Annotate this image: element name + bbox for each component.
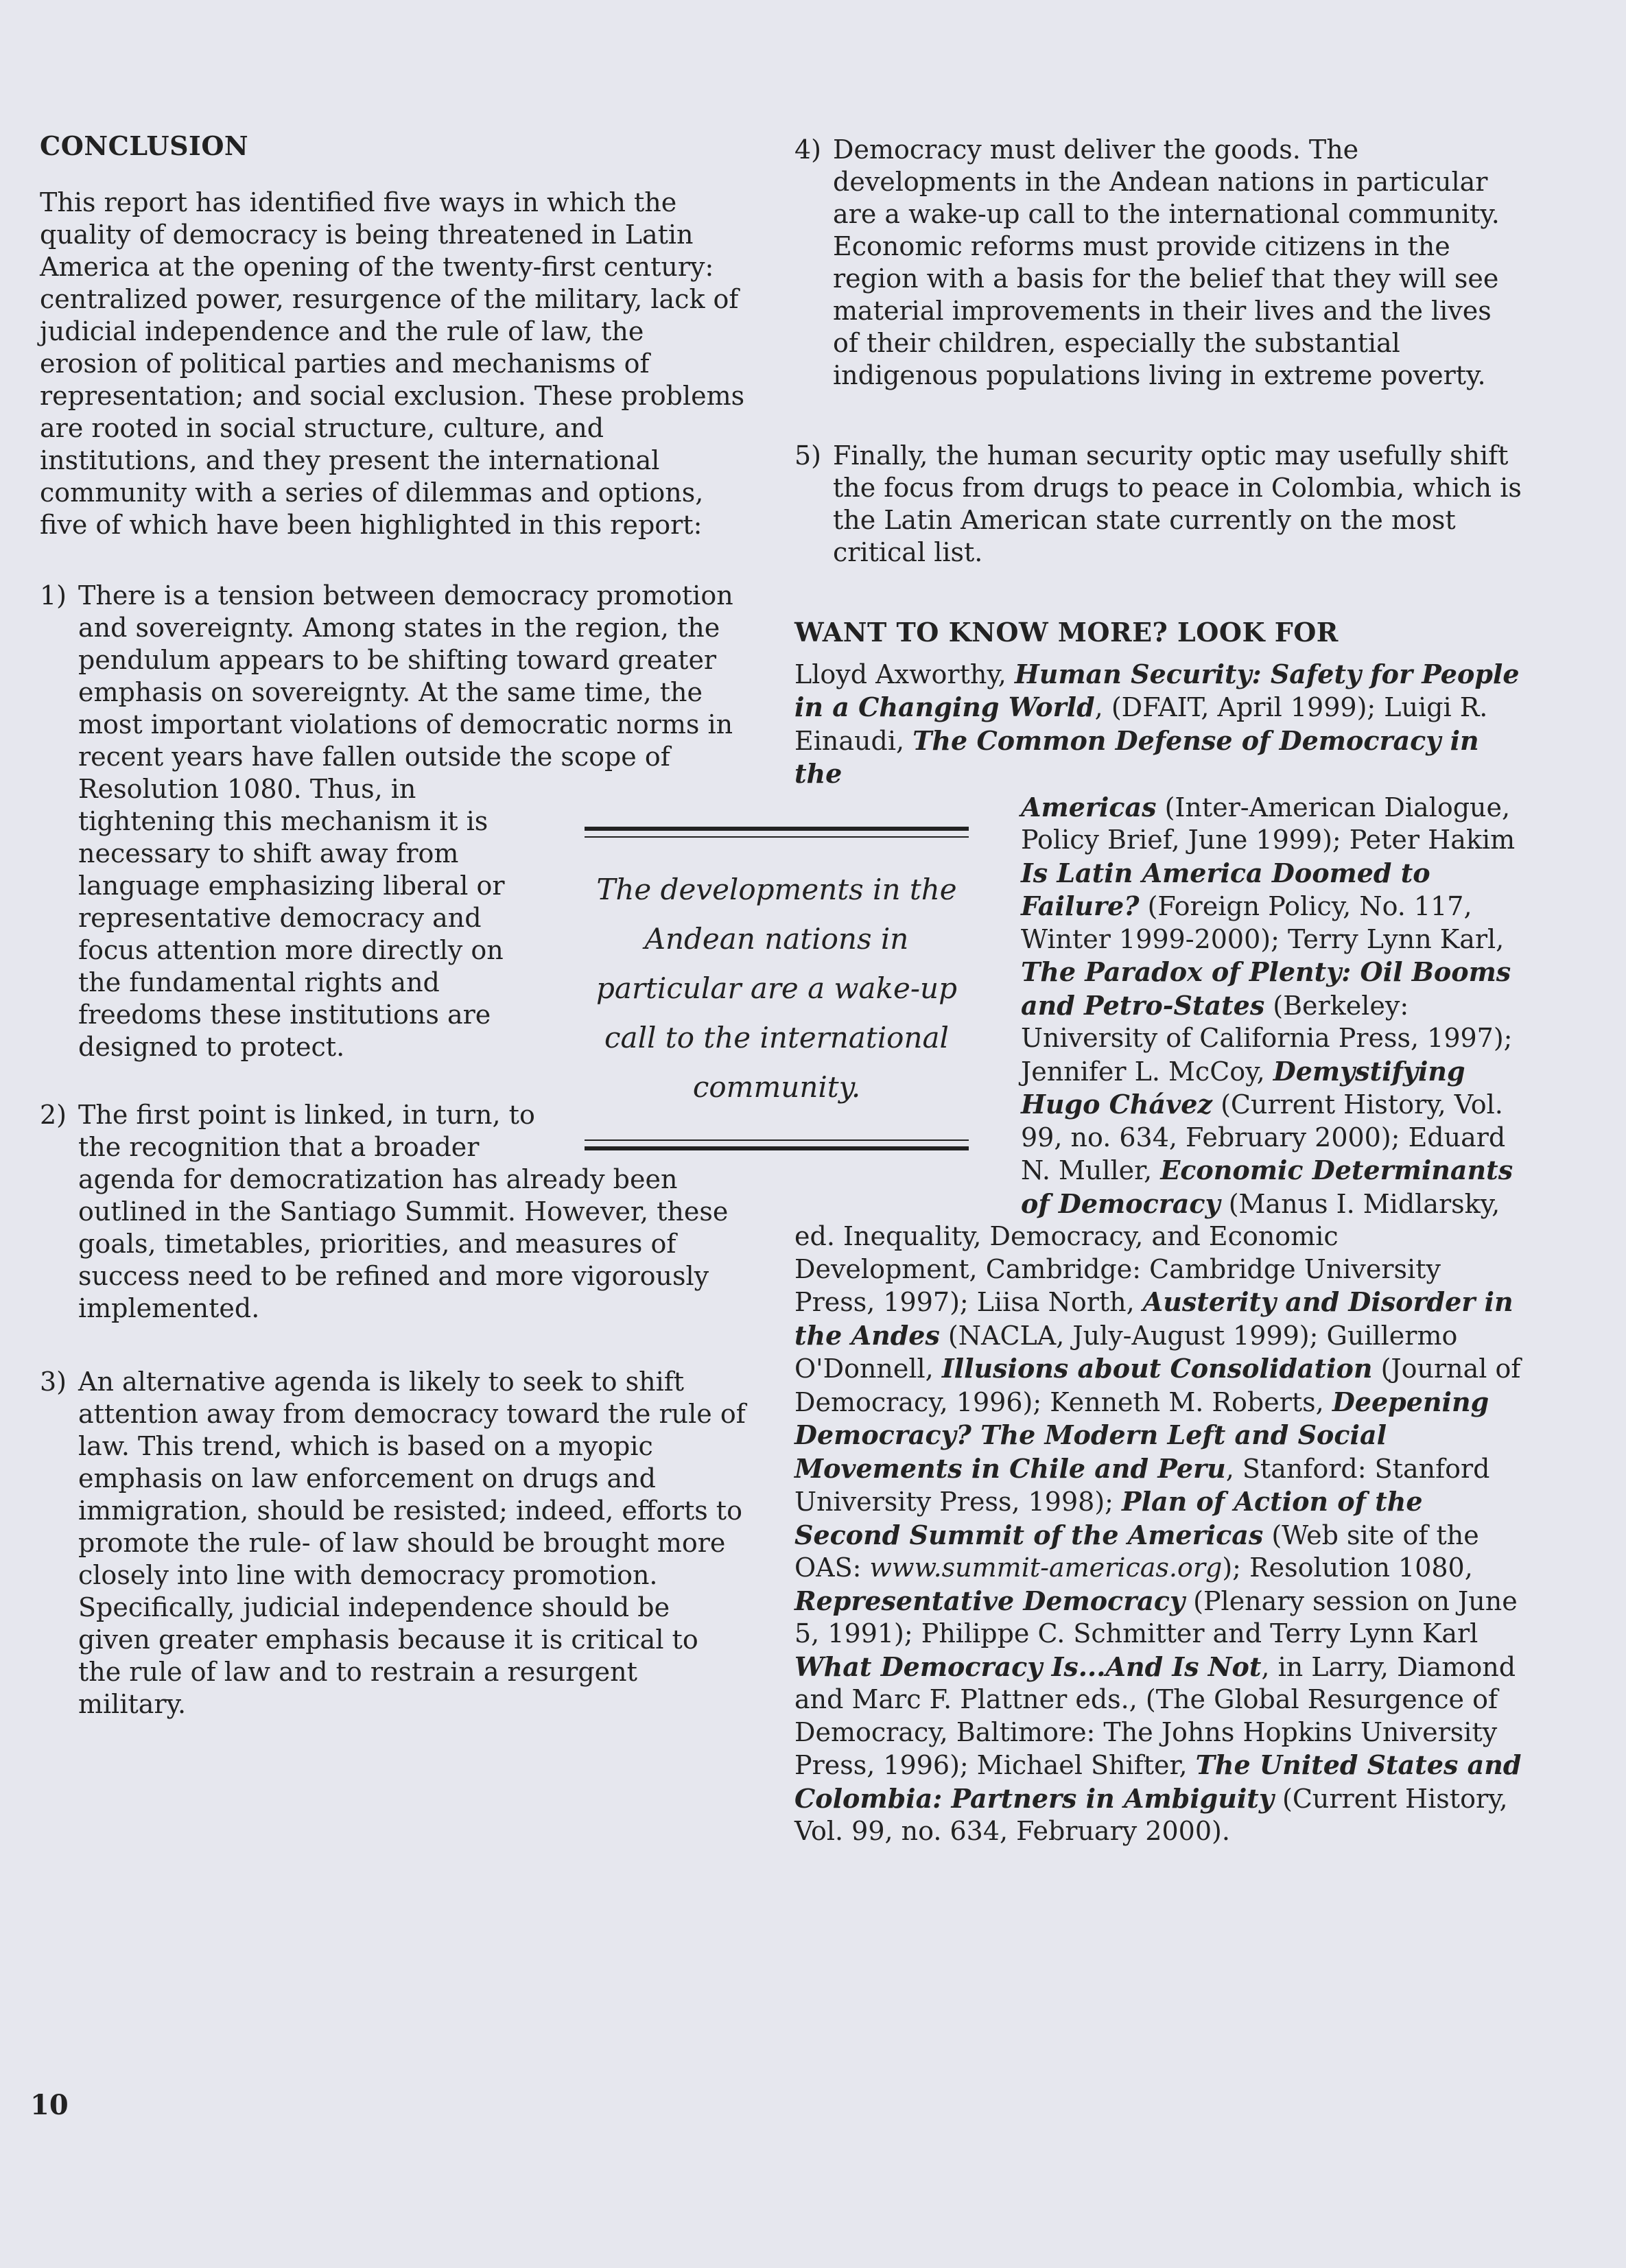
- item-text: Finally, the human security optic may usefully shift the focus from drugs to peace in Colombia, which is the Latin American state currently on the most critical list.: [833, 440, 1522, 567]
- ref-title: What Democracy Is...And Is Not: [794, 1651, 1262, 1682]
- item-text-part: agenda for democratization has already been outlined in the Santiago Summit. However, these goals, timetables, priorities, and measures of success need to be refined and more vigorously implemented.: [78, 1163, 729, 1323]
- list-item: [794, 440, 1522, 569]
- item-text-narrow: Resolution 1080. Thus, in tightening this mechanism it is necessary to shift away from language emphasizing liberal or representative democracy and focus attention more directly on the fundamental rights and freedoms these institutions are designed to protect.: [78, 773, 505, 1062]
- ref-title: Human Security: Safety for People in a Changing World: [794, 658, 1520, 723]
- item-number: 1): [40, 580, 67, 611]
- ref-text: , Stanford: Stanford University Press, 1998);: [794, 1453, 1490, 1517]
- ref-title: Demystifying Hugo Chávez: [1021, 1055, 1465, 1120]
- references-list: [794, 658, 1522, 1848]
- ref-text: (Current History, Vol. 99, no. 634, February 2000); Eduard N. Muller,: [1021, 1089, 1506, 1186]
- ref-text: (Journal of Democracy, 1996); Kenneth M. Roberts,: [794, 1354, 1521, 1417]
- ref-text: , (DFAIT, April 1999); Luigi R. Einaudi,: [794, 692, 1488, 756]
- ref-text: (Berkeley: University of California Press, 1997); Jennifer L. McCoy,: [1021, 990, 1513, 1087]
- ref-indented-block: [794, 791, 1522, 1221]
- references-heading: WANT TO KNOW MORE? LOOK FOR: [794, 617, 1339, 648]
- ref-title: Illusions about Consolidation: [941, 1353, 1373, 1384]
- item-text: Democracy must deliver the goods. The developments in the Andean nations in particular are a wake-up call to the international community. Economic reforms must provide citizens in the region with a basis for the belief that they will see material improvements in their lives and the lives of their children, especially the substantial indigenous populations living in extreme poverty.: [833, 134, 1500, 390]
- item-number: 3): [40, 1366, 67, 1397]
- item-text: An alternative agenda is likely to seek to shift attention away from democracy toward the rule of law. This trend, which is based on a myopic emphasis on law enforcement on drugs and immigration, should be resisted; indeed, efforts to promote the rule- of law should be brought more closely into line with democracy promotion. Specifically, judicial independence should be given greater emphasis because it is critical to the rule of law and to restrain a resurgent military.: [78, 1366, 746, 1719]
- ref-text: ed. Inequality, Democracy, and Economic Development, Cambridge: Cambridge University Press, 1997); Liisa North,: [794, 1221, 1441, 1318]
- ref-title: Deepening Democracy? The Modern Left and Social Movements in Chile and Peru: [794, 1386, 1489, 1484]
- item-number: 2): [40, 1099, 67, 1130]
- ref-text: (Web site of the OAS:: [794, 1520, 1479, 1583]
- ref-text: (Inter-American Dialogue, Policy Brief, June 1999); Peter Hakim: [1021, 792, 1516, 855]
- ref-title: Representative Democracy: [794, 1585, 1186, 1616]
- ref-text: , in Larry, Diamond and Marc F. Plattner eds., (The Global Resurgence of Democracy, Baltimore: The Johns Hopkins University Press, 1996); Michael Shifter,: [794, 1651, 1516, 1781]
- ref-title: The Paradox of Plenty: Oil Booms and Petro-States: [1021, 956, 1511, 1021]
- ref-title: The United States and Colombia: Partners in Ambiguity: [794, 1749, 1522, 1814]
- item-number: 5): [794, 440, 822, 471]
- ref-title: Is Latin America Doomed to Failure?: [1021, 857, 1430, 922]
- ref-text: (Plenary session on June 5, 1991); Philippe C. Schmitter and Terry Lynn Karl: [794, 1585, 1518, 1649]
- list-item: [794, 134, 1522, 392]
- ref-url: www.summit-americas.org: [869, 1552, 1223, 1583]
- list-item: [40, 1366, 746, 1721]
- right-column: [794, 134, 1522, 1848]
- conclusion-heading: CONCLUSION: [40, 130, 249, 161]
- item-text-part: There is a tension between democracy promotion and sovereignty. Among states in the region, the pendulum appears to be shifting toward greater emphasis on sovereignty. At the same time, the most important violations of democratic norms in recent years have fallen outside the scope of: [78, 580, 733, 772]
- item-number: 4): [794, 134, 822, 165]
- ref-title: Economic Determinants of Democracy: [1021, 1155, 1513, 1219]
- ref-title: Plan of Action of the Second Summit of the Americas: [794, 1486, 1423, 1550]
- ref-text: ); Resolution 1080,: [1222, 1552, 1473, 1583]
- ref-text: Lloyd Axworthy,: [794, 659, 1015, 689]
- ref-title: Austerity and Disorder in the Andes: [794, 1286, 1513, 1351]
- page-number: 10: [30, 2089, 69, 2121]
- ref-title: The Common Defense of Democracy in the: [794, 724, 1479, 790]
- ref-text: (Manus I. Midlarsky,: [1220, 1188, 1500, 1219]
- ref-text: (NACLA, July-August 1999); Guillermo O'Donnell,: [794, 1320, 1458, 1384]
- ref-title: Americas: [1021, 791, 1157, 823]
- ref-text: (Foreign Policy, No. 117, Winter 1999-2000); Terry Lynn Karl,: [1021, 891, 1505, 954]
- pull-quote-text: The developments in the Andean nations in particular are a wake-up call to the international community.: [596, 873, 957, 1104]
- conclusion-intro: This report has identified five ways in which the quality of democracy is being threatened in Latin America at the opening of the twenty-first century: centralized power, resurgence of the military, lack of judicial independence and the rule of law, the erosion of political parties and mechanisms of representation; and social exclusion. These problems are rooted in social structure, culture, and institutions, and they present the international community with a series of dilemmas and options, five of which have been highlighted in this report:: [40, 187, 745, 540]
- ref-text: (Current History, Vol. 99, no. 634, February 2000).: [794, 1783, 1508, 1847]
- item-text-narrow: The first point is linked, in turn, to the recognition that a broader: [78, 1099, 535, 1162]
